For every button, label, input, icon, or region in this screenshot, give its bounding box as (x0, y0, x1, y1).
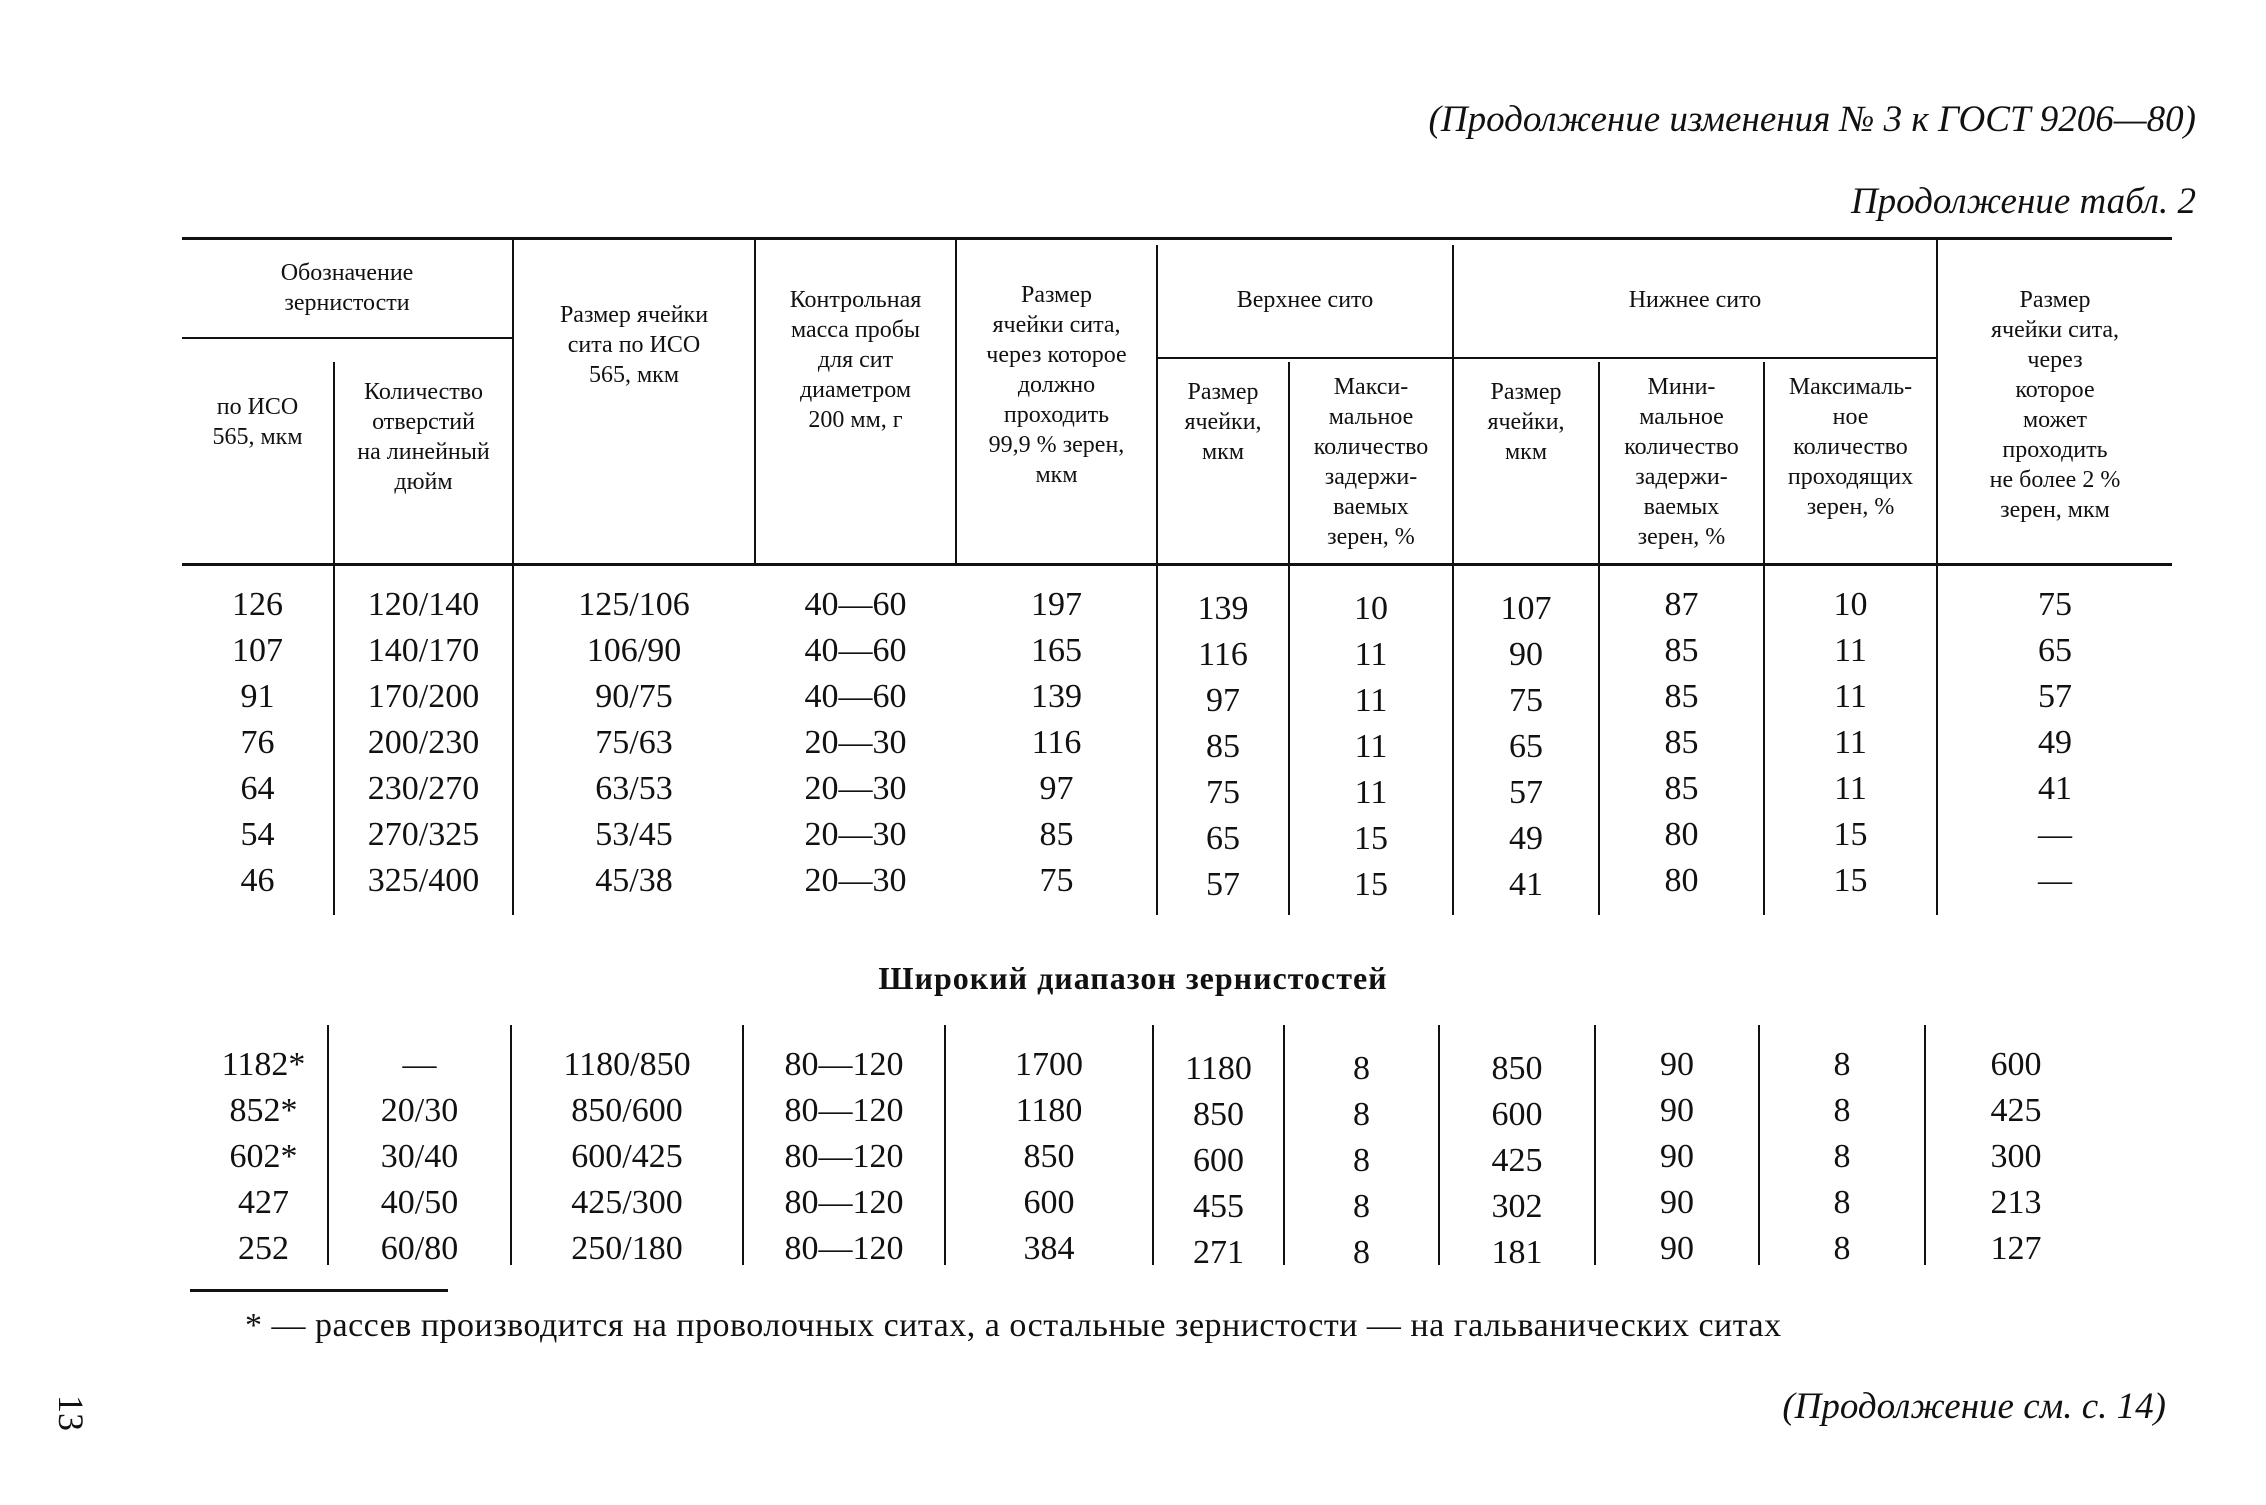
table-cell: 455 (1193, 1188, 1244, 1225)
table-cell: 53/45 (595, 816, 673, 853)
table-cell: 8 (1833, 1092, 1851, 1129)
table-cell: 90 (1660, 1092, 1694, 1129)
table-cell: 850 (1023, 1138, 1075, 1175)
table-cell: 107 (1500, 590, 1552, 627)
table-cell: 49 (1509, 820, 1543, 857)
table-cell: 213 (1990, 1184, 2042, 1221)
table-cell: 40—60 (804, 632, 907, 669)
table-cell: 165 (1031, 632, 1082, 669)
header-pass-99-9: Размер ячейки сита, через которое должно проходить 99,9 % зерен, мкм (986, 282, 1127, 488)
footnote-rule (190, 1289, 448, 1292)
table-cell: 8 (1833, 1138, 1851, 1175)
grain-group-rule (182, 337, 512, 339)
table-cell: 41 (1509, 866, 1543, 903)
table-cell: 11 (1834, 678, 1867, 715)
table-continuation-label: Продолжение табл. 2 (1850, 181, 2196, 222)
table-cell: 80—120 (784, 1138, 904, 1175)
col-lower-min (1596, 1042, 1758, 1272)
table-cell: 57 (1206, 866, 1240, 903)
table-cell: 65 (1206, 820, 1240, 857)
table-cell: 85 (1664, 678, 1699, 715)
table-cell: 90 (1509, 636, 1543, 673)
table-cell: 30/40 (380, 1138, 459, 1175)
table-cell: 427 (238, 1184, 289, 1221)
table-cell: 15 (1833, 862, 1868, 899)
col-upper-size (1154, 1046, 1283, 1276)
col-pass-99-9 (946, 1042, 1152, 1272)
header-bottom-rule (182, 563, 2172, 566)
table-cell: 15 (1354, 866, 1388, 903)
table-cell: 90 (1660, 1046, 1694, 1083)
col-lower-min (1600, 582, 1763, 904)
table-cell: 8 (1353, 1142, 1370, 1179)
table-cell: 1180 (1185, 1050, 1252, 1087)
table-cell: 11 (1354, 774, 1388, 811)
table-cell: 97 (1206, 682, 1240, 719)
table-cell: 107 (232, 632, 283, 669)
header-upper-max-retained: Макси- мальное количество задержи- ваемых зерен, % (1313, 374, 1429, 550)
table-cell: 80—120 (784, 1184, 904, 1221)
table-cell: 1180 (1015, 1092, 1083, 1129)
table-cell: 57 (1509, 774, 1543, 811)
table-cell: 90 (1660, 1138, 1694, 1175)
table-cell: 850/600 (571, 1092, 683, 1129)
table-cell: 125/106 (578, 586, 690, 623)
table-cell: 850 (1193, 1096, 1244, 1133)
table-cell: 1700 (1015, 1046, 1083, 1083)
page-continuation-note: (Продолжение см. с. 14) (1782, 1386, 2166, 1427)
table-cell: 170/200 (367, 678, 480, 715)
header-pass-2-percent: Размер ячейки сита, через которое может проходить не более 2 % зерен, мкм (1989, 287, 2121, 523)
table-cell: 600/425 (571, 1138, 683, 1175)
table-cell: 40/50 (380, 1184, 459, 1221)
col-lower-size (1454, 586, 1598, 908)
header-lower-sieve: Нижнее сито (1628, 287, 1762, 313)
table-cell: 11 (1354, 636, 1388, 673)
table-cell: 271 (1193, 1234, 1244, 1271)
table-cell: 300 (1990, 1138, 2042, 1175)
table-cell: 600 (1491, 1096, 1543, 1133)
header-lower-mesh-size: Размер ячейки, мкм (1487, 379, 1565, 465)
table-cell: 127 (1990, 1230, 2042, 1267)
header-lower-min-retained: Мини- мальное количество задержи- ваемых зерен, % (1624, 374, 1739, 550)
table-cell: 20—30 (804, 862, 907, 899)
table-cell: 8 (1833, 1230, 1851, 1267)
table-cell: 116 (1031, 724, 1082, 761)
col-holes (329, 1042, 510, 1272)
upper-sieve-rule (1156, 357, 1452, 359)
col-lower-max (1765, 582, 1936, 904)
table-cell: 425 (1990, 1092, 2042, 1129)
table-cell: 76 (240, 724, 275, 761)
table-cell: 11 (1354, 682, 1388, 719)
header-mesh-iso: Размер ячейки сита по ИСО 565, мкм (559, 302, 709, 388)
table-cell: 40—60 (804, 678, 907, 715)
table-cell: 90 (1660, 1230, 1694, 1267)
table-cell: 45/38 (595, 862, 673, 899)
table-cell: 181 (1491, 1234, 1543, 1271)
col-lower-size (1440, 1046, 1594, 1276)
table-cell: 90 (1660, 1184, 1694, 1221)
header-upper-mesh-size: Размер ячейки, мкм (1184, 379, 1262, 465)
table-cell: 250/180 (571, 1230, 683, 1267)
table-cell: 10 (1354, 590, 1388, 627)
table-cell: 80 (1664, 816, 1699, 853)
col-pass-99-9 (957, 582, 1156, 904)
header-control-mass: Контрольная масса пробы для сит диаметром 200 мм, г (789, 287, 922, 433)
table-cell: 75 (2038, 586, 2072, 623)
table-cell: 15 (1354, 820, 1388, 857)
table-cell: 11 (1834, 770, 1867, 807)
table-cell: 325/400 (367, 862, 480, 899)
table-cell: 85 (1039, 816, 1074, 853)
table-cell: 64 (240, 770, 275, 807)
page-number: 13 (51, 1395, 91, 1431)
table-cell: 8 (1833, 1184, 1851, 1221)
table-cell: 425 (1491, 1142, 1543, 1179)
table-cell: — (2038, 816, 2072, 853)
table-cell: 97 (1039, 770, 1074, 807)
table-cell: 15 (1833, 816, 1868, 853)
table-cell: 75 (1039, 862, 1074, 899)
table-cell: 54 (240, 816, 275, 853)
table-cell: 850 (1491, 1050, 1543, 1087)
header-upper-sieve: Верхнее сито (1236, 287, 1374, 313)
table-cell: 11 (1354, 728, 1388, 765)
col-upper-max (1285, 1046, 1438, 1276)
table-cell: 197 (1031, 586, 1082, 623)
table-cell: 49 (2038, 724, 2072, 761)
table-cell: 602* (229, 1138, 298, 1175)
table-cell: 46 (240, 862, 275, 899)
col-iso (200, 1042, 327, 1272)
table-cell: — (2038, 862, 2072, 899)
table-cell: 600 (1193, 1142, 1244, 1179)
table-cell: 75/63 (595, 724, 673, 761)
table-cell: 384 (1023, 1230, 1075, 1267)
table-cell: 20—30 (804, 724, 907, 761)
table-cell: 8 (1353, 1050, 1370, 1087)
table-cell: 20—30 (804, 816, 907, 853)
table-cell: 80—120 (784, 1230, 904, 1267)
col-pass-2 (1926, 1042, 2106, 1272)
table-cell: 10 (1833, 586, 1868, 623)
header-holes-per-inch: Количество отверстий на линейный дюйм (357, 379, 490, 495)
table-cell: 20/30 (380, 1092, 459, 1129)
table-cell: 852* (229, 1092, 298, 1129)
table-cell: 200/230 (367, 724, 480, 761)
lower-sieve-rule (1452, 357, 1936, 359)
table-cell: 80 (1664, 862, 1699, 899)
table-cell: 85 (1206, 728, 1240, 765)
table-cell: 8 (1353, 1096, 1370, 1133)
table-cell: 600 (1990, 1046, 2042, 1083)
col-iso (182, 582, 333, 904)
col-pass-2 (1938, 582, 2172, 904)
col-upper-max (1290, 586, 1452, 908)
col-control-mass (756, 582, 955, 904)
table-cell: 57 (2038, 678, 2072, 715)
table-cell: 75 (1509, 682, 1543, 719)
header-grain-designation: Обозначение зернистости (280, 260, 414, 316)
table-cell: 65 (1509, 728, 1543, 765)
col-holes (335, 582, 512, 904)
table-cell: 1180/850 (563, 1046, 691, 1083)
table-cell: 230/270 (367, 770, 480, 807)
table-cell: 11 (1834, 724, 1867, 761)
table-cell: 65 (2038, 632, 2072, 669)
table-cell: 91 (240, 678, 275, 715)
table-cell: 85 (1664, 724, 1699, 761)
table-cell: 75 (1206, 774, 1240, 811)
table-cell: 140/170 (367, 632, 480, 669)
table-cell: 41 (2038, 770, 2072, 807)
col-upper-size (1158, 586, 1288, 908)
table-cell: 270/325 (367, 816, 480, 853)
table-cell: 106/90 (586, 632, 682, 669)
table-cell: 8 (1353, 1188, 1370, 1225)
wide-range-title: Широкий диапазон зернистостей (878, 960, 1388, 996)
col-mesh-iso (514, 582, 754, 904)
table-cell: 139 (1197, 590, 1249, 627)
table-cell: 80—120 (784, 1092, 904, 1129)
table-cell: 80—120 (784, 1046, 904, 1083)
col-lower-max (1760, 1042, 1924, 1272)
table-cell: 11 (1834, 632, 1867, 669)
col-mesh-iso (512, 1042, 742, 1272)
table-cell: 126 (232, 586, 283, 623)
header-lower-max-passing: Максималь- ное количество проходящих зерен, % (1787, 374, 1914, 520)
table-cell: 425/300 (571, 1184, 683, 1221)
table-cell: 90/75 (595, 678, 673, 715)
table-cell: 302 (1491, 1188, 1543, 1225)
table-cell: 116 (1198, 636, 1248, 673)
table-cell: 139 (1031, 678, 1082, 715)
table-cell: 600 (1023, 1184, 1075, 1221)
col-control-mass (744, 1042, 944, 1272)
table-cell: — (402, 1046, 437, 1083)
table-cell: 8 (1353, 1234, 1370, 1271)
table-cell: 1182* (221, 1046, 306, 1083)
table-cell: 85 (1664, 632, 1699, 669)
table-cell: 252 (238, 1230, 289, 1267)
header-iso: по ИСО 565, мкм (212, 394, 303, 450)
table-cell: 20—30 (804, 770, 907, 807)
table-cell: 87 (1664, 586, 1699, 623)
table-cell: 60/80 (380, 1230, 459, 1267)
table-cell: 85 (1664, 770, 1699, 807)
table-cell: 120/140 (367, 586, 480, 623)
table-cell: 8 (1833, 1046, 1851, 1083)
document-continuation-title: (Продолжение изменения № 3 к ГОСТ 9206—80) (1428, 99, 2196, 140)
table-cell: 63/53 (595, 770, 673, 807)
table-cell: 40—60 (804, 586, 907, 623)
footnote: * — рассев производится на проволочных ситах, а остальные зернистости — на гальванических ситах (245, 1307, 1782, 1344)
